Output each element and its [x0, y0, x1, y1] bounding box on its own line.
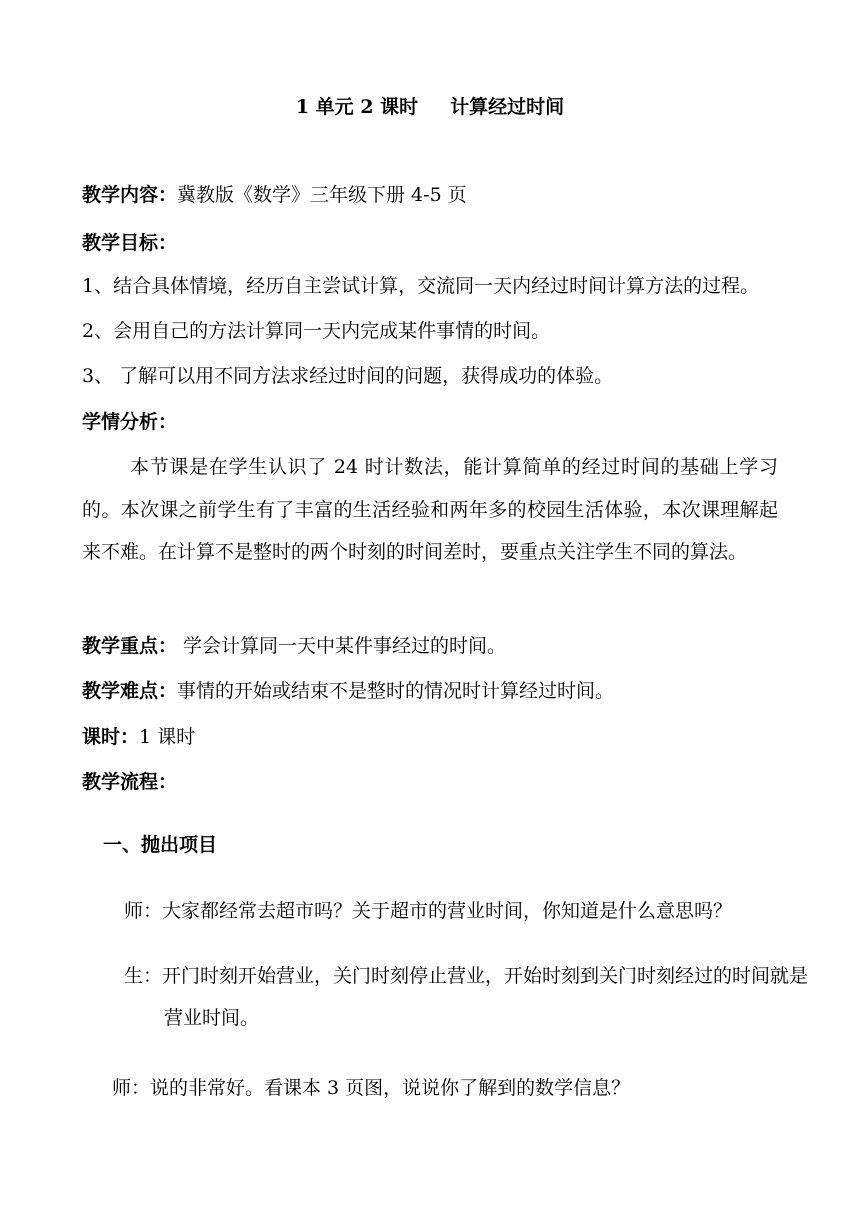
difficulty-label: 教学难点： [82, 680, 178, 702]
analysis-label: 学情分析： [82, 411, 178, 433]
section-heading: 一、抛出项目 [103, 834, 218, 856]
key-point-label: 教学重点： [82, 635, 178, 657]
period-text: 1 课时 [139, 726, 196, 748]
objectives-label: 教学目标： [82, 232, 178, 254]
key-point [82, 634, 506, 658]
teaching-content-label: 教学内容： [82, 184, 178, 206]
period-label: 课时： [82, 726, 140, 748]
process-label: 教学流程： [82, 771, 178, 793]
analysis-paragraph: 本节课是在学生认识了 24 时计数法，能计算简单的经过时间的基础上学习的。本次课之前学生有了丰富的生活经验和两年多的校园生活体验，本次课理解起来不难。在计算不是整时的两个时刻的时间差时，要重点关注学生不同的算法。 [82, 456, 778, 563]
teaching-content [82, 183, 467, 207]
objective-item-3: 3、 了解可以用不同方法求经过时间的问题，获得成功的体验。 [82, 365, 614, 387]
key-point-text: 学会计算同一天中某件事经过的时间。 [177, 635, 507, 657]
objective-item-1: 1、结合具体情境，经历自主尝试计算，交流同一天内经过时间计算方法的过程。 [82, 275, 760, 297]
difficulty-text: 事情的开始或结束不是整时的情况时计算经过时间。 [177, 680, 615, 702]
title-topic: 计算经过时间 [450, 96, 565, 118]
period [82, 725, 195, 749]
title-unit: 1 单元 2 课时 [295, 96, 419, 118]
difficulty [82, 679, 614, 703]
objective-item-2: 2、会用自己的方法计算同一天内完成某件事情的时间。 [82, 320, 551, 342]
dialogue-line-2: 生：开门时刻开始营业，关门时刻停止营业，开始时刻到关门时刻经过的时间就是营业时间。 [124, 965, 809, 1029]
teaching-content-text: 冀教版《数学》三年级下册 4-5 页 [177, 184, 467, 206]
page-title [0, 95, 860, 119]
dialogue-line-1: 师：大家都经常去超市吗？关于超市的营业时间，你知道是什么意思吗？ [124, 900, 733, 922]
dialogue-line-3: 师：说的非常好。看课本 3 页图，说说你了解到的数学信息？ [112, 1077, 631, 1099]
